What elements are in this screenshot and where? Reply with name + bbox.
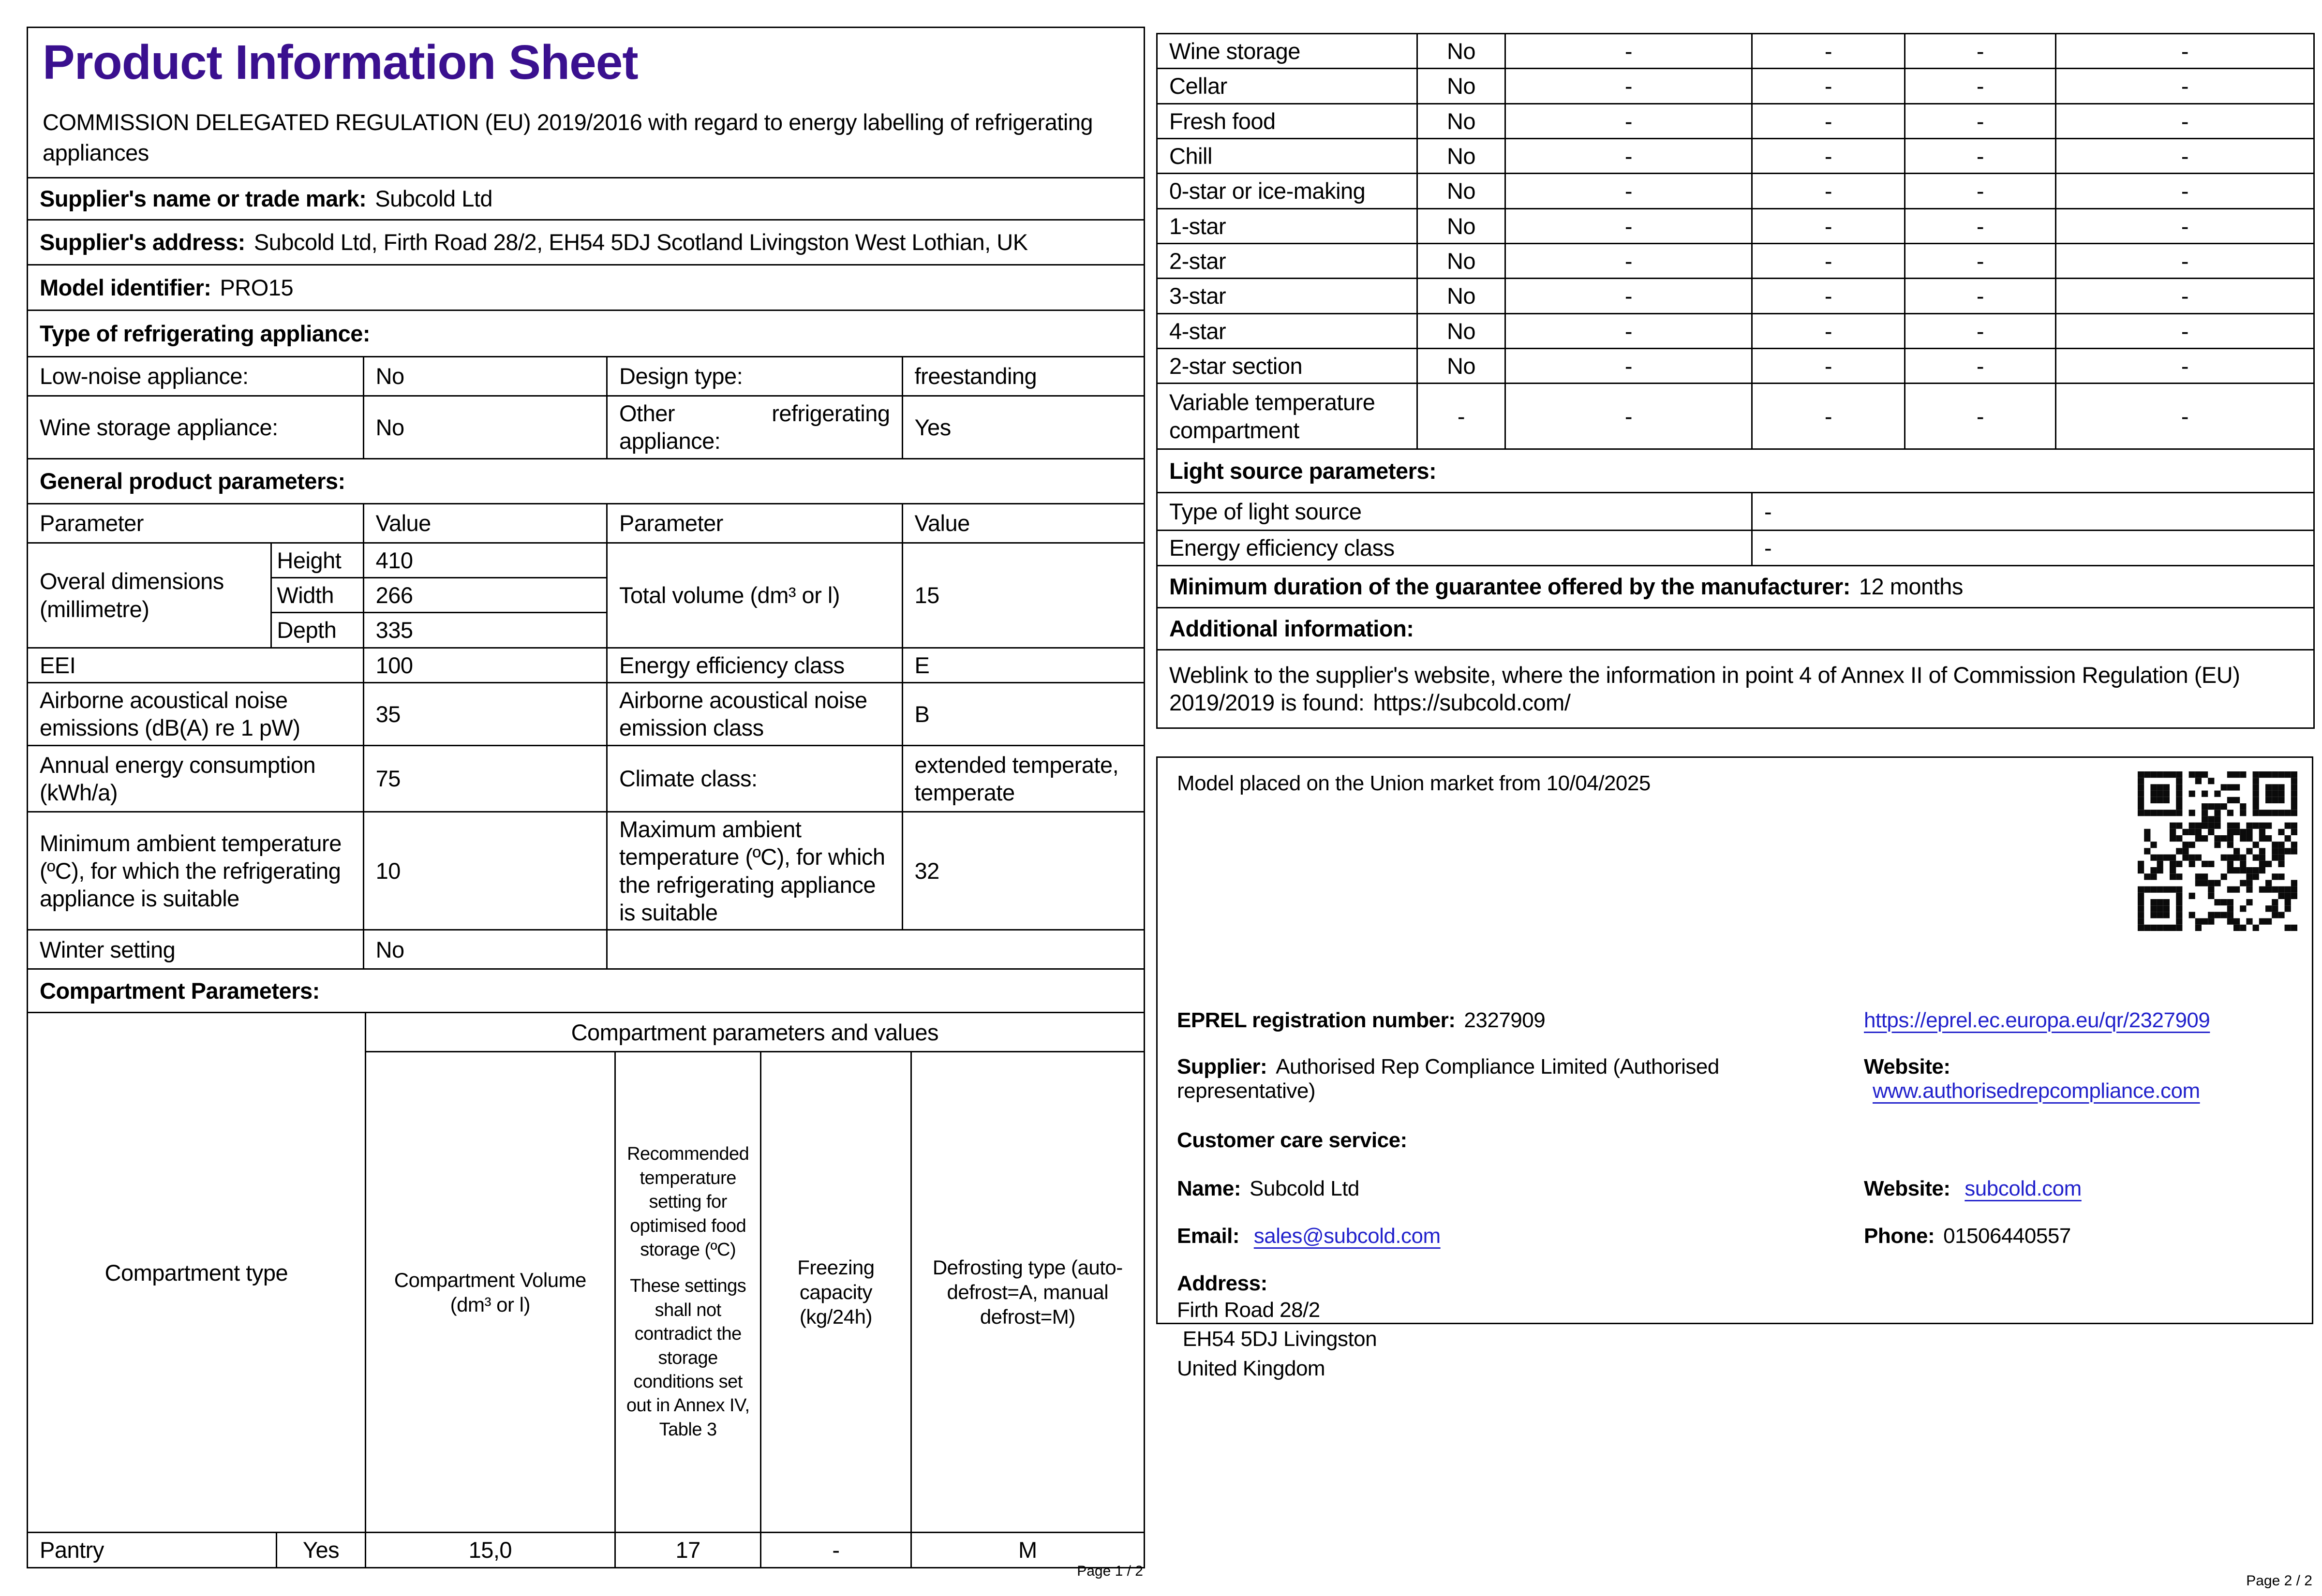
row-defrost: - [2056,348,2314,383]
row-label: Wine storage [1157,34,1417,69]
compartment-continuation-table [1156,33,2315,729]
eprel-label: EPREL registration number: [1177,1008,1456,1032]
table-row [1157,103,2314,138]
compartment-type-header: Compartment type [28,1013,366,1533]
address-line: United Kingdom [1177,1357,1325,1381]
pantry-type: Pantry [28,1533,277,1567]
row-defrost: - [2056,313,2314,348]
light-type-label: Type of light source [1157,493,1752,531]
main-parameters-table [27,27,1145,1013]
row-temp: - [1752,348,1905,383]
noise-class-label: Airborne acoustical noise emission class [607,682,903,745]
row-freezing: - [1905,384,2056,449]
row-temp: - [1752,34,1905,69]
eei-value: 100 [363,648,607,682]
care-phone-label: Phone: [1864,1224,1935,1248]
supplier-label: Supplier: [1177,1054,1267,1079]
row-volume: - [1505,138,1752,173]
row-present: No [1417,313,1505,348]
value-header-1: Value [363,503,607,543]
dimension-height-label: Height [271,543,363,577]
row-label: 2-star [1157,243,1417,278]
compartment-temp-header-main: Recommended temperature setting for optimised food storage (ºC) [627,1144,749,1260]
table-row [1157,348,2314,383]
supplier-address-label: Supplier's address: [40,229,245,255]
row-label: 4-star [1157,313,1417,348]
row-present: No [1417,243,1505,278]
dimension-width-value: 266 [363,577,607,612]
care-website-link[interactable]: subcold.com [1965,1176,2082,1200]
pantry-volume: 15,0 [365,1533,615,1567]
row-present: No [1417,69,1505,103]
pantry-defrost: M [911,1533,1144,1567]
light-source-section-header: Light source parameters: [1157,449,2314,493]
eprel-number: 2327909 [1464,1008,1546,1032]
eprel-cell [1177,1008,1864,1033]
row-present: No [1417,279,1505,313]
energy-class-value: E [902,648,1144,682]
freezing-capacity-header: Freezing capacity (kg/24h) [761,1052,911,1533]
qr-code [2138,771,2297,931]
page-title: Product Information Sheet [43,35,638,89]
row-temp: - [1752,384,1905,449]
document-header-cell [28,28,1145,178]
row-temp: - [1752,174,1905,208]
general-section-header: General product parameters: [28,458,1145,503]
care-email-cell [1177,1224,1864,1248]
eprel-qr-link[interactable]: https://eprel.ec.europa.eu/qr/2327909 [1864,1008,2210,1032]
row-defrost: - [2056,103,2314,138]
customer-care-header: Customer care service: [1177,1128,1407,1152]
param-header-1: Parameter [28,503,364,543]
row-present: No [1417,348,1505,383]
row-label: 2-star section [1157,348,1417,383]
row-temp: - [1752,243,1905,278]
row-freezing: - [1905,103,2056,138]
supplier-website-label: Website: [1864,1054,1950,1079]
row-defrost: - [2056,138,2314,173]
model-identifier-label: Model identifier: [40,274,211,300]
pantry-temp: 17 [615,1533,761,1567]
row-label: 0-star or ice-making [1157,174,1417,208]
empty-cell [607,930,1145,969]
page-2 [1156,33,2313,1381]
address-header: Address: [1177,1271,1267,1295]
row-label: Fresh food [1157,103,1417,138]
annual-energy-label: Annual energy consumption (kWh/a) [28,745,364,812]
supplier-address-row [28,220,1145,265]
row-temp: - [1752,103,1905,138]
row-volume: - [1505,208,1752,243]
row-freezing: - [1905,243,2056,278]
guarantee-value: 12 months [1859,573,1963,599]
dimension-depth-value: 335 [363,613,607,648]
compartment-table [27,1012,1145,1568]
row-temp: - [1752,208,1905,243]
noise-class-value: B [902,682,1144,745]
other-appliance-label: Other refrigerating appliance: [607,396,903,459]
row-volume: - [1505,384,1752,449]
climate-class-label: Climate class: [607,745,903,812]
light-type-value: - [1752,493,2314,531]
table-row [1157,208,2314,243]
page-1-footer: Page 1 / 2 [1077,1563,1143,1579]
row-temp: - [1752,69,1905,103]
row-temp: - [1752,138,1905,173]
regulation-subtitle: COMMISSION DELEGATED REGULATION (EU) 2019/2016 with regard to energy labelling of refrigerating appliances [43,109,1093,166]
light-energy-class-value: - [1752,531,2314,565]
supplier-name-row [28,178,1145,220]
row-defrost: - [2056,69,2314,103]
compartment-section-header: Compartment Parameters: [28,969,1145,1013]
guarantee-row [1157,565,2314,607]
winter-setting-value: No [363,930,607,969]
defrosting-type-header: Defrosting type (auto-defrost=A, manual defrost=M) [911,1052,1144,1533]
design-type-label: Design type: [607,357,903,396]
model-identifier-value: PRO15 [220,274,294,300]
row-volume: - [1505,279,1752,313]
table-row [1157,34,2314,69]
market-date-text: Model placed on the Union market from 10/04/2025 [1177,771,1651,795]
energy-class-label: Energy efficiency class [607,648,903,682]
supplier-name-value: Subcold Ltd [375,186,493,212]
noise-label: Airborne acoustical noise emissions (dB(A) re 1 pW) [28,682,364,745]
row-volume: - [1505,34,1752,69]
compartment-temp-header [615,1052,761,1533]
model-identifier-row [28,265,1145,310]
value-header-2: Value [902,503,1144,543]
supplier-cell [1177,1055,1864,1103]
eei-label: EEI [28,648,364,682]
row-defrost: - [2056,208,2314,243]
row-volume: - [1505,103,1752,138]
total-volume-label: Total volume (dm³ or l) [607,543,903,648]
dimensions-label: Overal dimensions (millimetre) [28,543,271,648]
weblink-row [1157,650,2314,728]
care-name-value: Subcold Ltd [1250,1176,1359,1200]
table-row [1157,174,2314,208]
row-present: No [1417,208,1505,243]
weblink-text: Weblink to the supplier's website, where the information in point 4 of Annex II of Commission Regulation (EU) 2019/2019 is found: [1169,662,2240,716]
total-volume-value: 15 [902,543,1144,648]
compartment-temp-header-note: These settings shall not contradict the storage conditions set out in Annex IV, Table 3 [626,1276,750,1440]
supplier-address-value: Subcold Ltd, Firth Road 28/2, EH54 5DJ Scotland Livingston West Lothian, UK [253,229,1028,255]
annual-energy-value: 75 [363,745,607,812]
compartment-volume-header: Compartment Volume (dm³ or l) [365,1052,615,1533]
row-freezing: - [1905,313,2056,348]
care-website-label: Website: [1864,1176,1950,1200]
additional-info-header: Additional information: [1157,607,2314,650]
supplier-name-label: Supplier's name or trade mark: [40,186,367,212]
row-volume: - [1505,243,1752,278]
row-defrost: - [2056,243,2314,278]
guarantee-label: Minimum duration of the guarantee offered by the manufacturer: [1169,573,1850,599]
weblink-url: https://subcold.com/ [1373,690,1571,716]
compartment-group-header: Compartment parameters and values [365,1013,1144,1052]
wine-storage-appliance-label: Wine storage appliance: [28,396,364,459]
row-volume: - [1505,313,1752,348]
page-1 [27,27,1145,1568]
care-phone-value: 01506440557 [1943,1224,2071,1248]
dimension-height-value: 410 [363,543,607,577]
row-defrost: - [2056,34,2314,69]
row-label: Chill [1157,138,1417,173]
row-label: Variable temperature compartment [1157,384,1417,449]
param-header-2: Parameter [607,503,903,543]
low-noise-value: No [363,357,607,396]
row-freezing: - [1905,138,2056,173]
row-present: No [1417,103,1505,138]
light-energy-class-label: Energy efficiency class [1157,531,1752,565]
row-freezing: - [1905,69,2056,103]
row-present: No [1417,174,1505,208]
noise-value: 35 [363,682,607,745]
row-temp: - [1752,279,1905,313]
care-email-link[interactable]: sales@subcold.com [1253,1224,1441,1248]
type-section-header: Type of refrigerating appliance: [28,310,1145,357]
row-freezing: - [1905,174,2056,208]
other-appliance-value: Yes [902,396,1144,459]
max-ambient-value: 32 [902,812,1144,930]
min-ambient-label: Minimum ambient temperature (ºC), for which the refrigerating appliance is suitable [28,812,364,930]
table-row [1157,243,2314,278]
row-freezing: - [1905,208,2056,243]
care-name-cell [1177,1177,1864,1201]
row-defrost: - [2056,279,2314,313]
row-volume: - [1505,348,1752,383]
care-email-label: Email: [1177,1224,1240,1248]
row-present: No [1417,138,1505,173]
dimension-depth-label: Depth [271,613,363,648]
winter-setting-label: Winter setting [28,930,364,969]
care-name-label: Name: [1177,1176,1241,1200]
wine-storage-appliance-value: No [363,396,607,459]
climate-class-value: extended temperate, temperate [902,745,1144,812]
row-present: No [1417,34,1505,69]
page-2-footer: Page 2 / 2 [2246,1573,2312,1589]
row-label: 1-star [1157,208,1417,243]
row-defrost: - [2056,384,2314,449]
row-defrost: - [2056,174,2314,208]
pantry-freezing: - [761,1533,911,1567]
low-noise-label: Low-noise appliance: [28,357,364,396]
row-label: Cellar [1157,69,1417,103]
row-freezing: - [1905,279,2056,313]
supplier-value: Authorised Rep Compliance Limited (Authorised representative) [1177,1054,1719,1103]
table-row [1157,313,2314,348]
max-ambient-label: Maximum ambient temperature (ºC), for which the refrigerating appliance is suitable [607,812,903,930]
table-row [1157,138,2314,173]
design-type-value: freestanding [902,357,1144,396]
pantry-present: Yes [277,1533,365,1567]
supplier-website-link[interactable]: www.authorisedrepcompliance.com [1873,1079,2200,1103]
row-volume: - [1505,174,1752,208]
table-row [1157,69,2314,103]
row-freezing: - [1905,34,2056,69]
address-line: EH54 5DJ Livingston [1177,1327,1377,1351]
supplier-info-box [1156,756,2313,1381]
dimension-width-label: Width [271,577,363,612]
address-line: Firth Road 28/2 [1177,1298,1320,1322]
min-ambient-value: 10 [363,812,607,930]
table-row [1157,384,2314,449]
row-label: 3-star [1157,279,1417,313]
row-present: - [1417,384,1505,449]
row-temp: - [1752,313,1905,348]
row-volume: - [1505,69,1752,103]
row-freezing: - [1905,348,2056,383]
table-row [1157,279,2314,313]
